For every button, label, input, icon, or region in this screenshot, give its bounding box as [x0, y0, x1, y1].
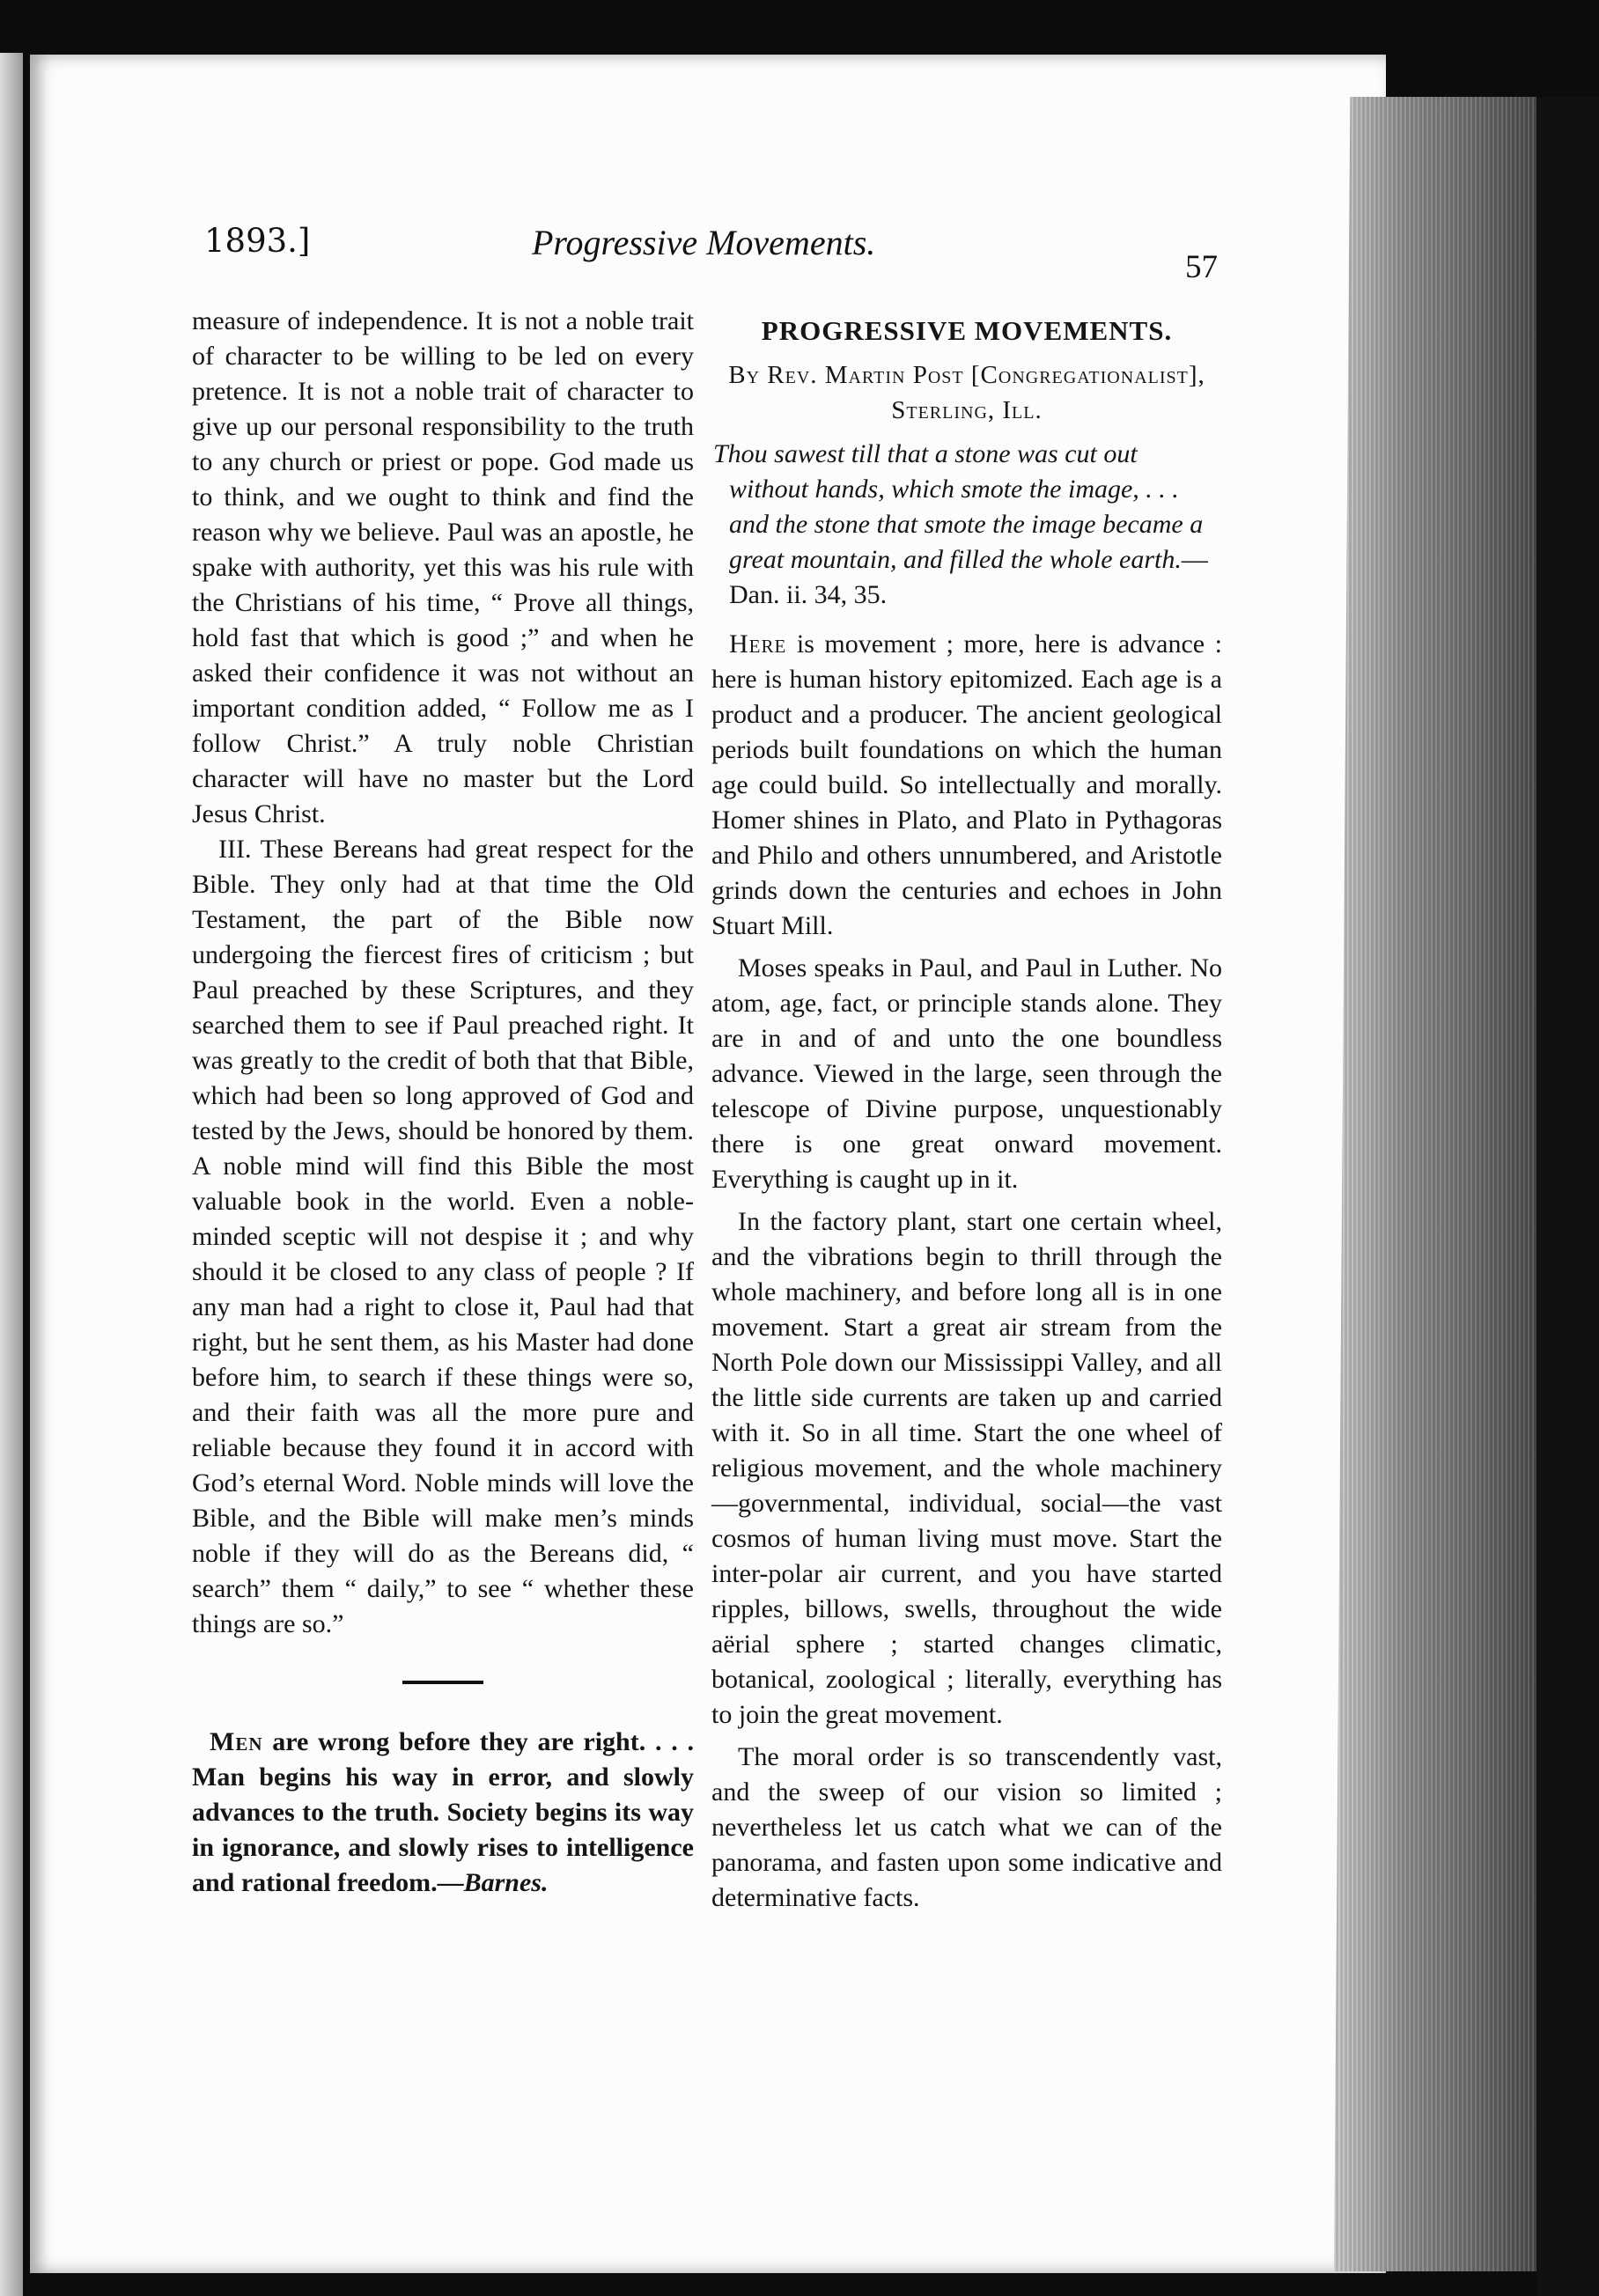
epigraph [711, 437, 1222, 613]
quote-lead-word: Men [210, 1727, 263, 1756]
quote-attribution: Barnes. [463, 1868, 549, 1897]
right-column [711, 313, 1222, 1916]
epigraph-text: Thou sawest till that a stone was cut out without hands, which smote the image, . . . and the stone that smote the image became a great mountain, and filled the whole earth. [713, 439, 1204, 574]
left-paragraph-2: III. These Bereans had great respect for the Bible. They only had at that time the Old Testament, the part of the Bible now undergoing the fiercest fires of criticism ; but Paul preached by these Scriptures, and they searched them to see if Paul preached right. It was greatly to the credit of both that that Bible, which had been so long approved of God and tested by the Jews, should be honored by them. A noble mind will find this Bible the most valuable book in the world. Even a noble-minded sceptic will not despise it ; and why should it be closed to any class of people ? If any man had a right to close it, Paul had that right, but he sent them, as his Master had done before him, to search if these things were so, and their faith was all the more pure and reliable because they found it in accord with God’s eternal Word. Noble minds will love the Bible, and the Bible will make men’s minds noble if they will do as the Bereans did, “ search” them “ daily,” to see “ whether these things are so.” [192, 835, 694, 1638]
book-page-edges [1334, 97, 1536, 2271]
right-paragraph-1 [711, 627, 1222, 944]
section-divider [402, 1681, 483, 1684]
quote-text: are wrong before they are right. . . . Man begins his way in error, and slowly advances to the truth. Society begins its way in ignorance, and slowly rises to intelligence and rational freedom.— [192, 1727, 694, 1897]
epigraph-reference: —Dan. ii. 34, 35. [729, 545, 1208, 609]
first-word: Here [729, 629, 787, 659]
right-paragraph-2: Moses speaks in Paul, and Paul in Luther. No atom, age, fact, or principle stands alone. They are in and of and unto the one boundless advance. Viewed in the large, seen through the telescope of Divine purpose, unquestionably there is one great onward movement. Everything is caught up in it. [711, 953, 1222, 1194]
previous-page-edge [0, 53, 23, 2296]
article-title: PROGRESSIVE MOVEMENTS. [761, 315, 1173, 346]
book-cover-shadow [1536, 97, 1599, 2296]
right-paragraph-3: In the factory plant, start one certain wheel, and the vibrations begin to thrill through the whole machinery, and before long all is in one movement. Start a great air stream from the North Pole down our Mississippi Valley, and all the little side currents are taken up and carried with it. So in all time. Start the one wheel of religious movement, and the whole machinery—governmental, individual, social—the vast cosmos of human living must move. Start the inter-polar air current, and you have started ripples, billows, swells, throughout the wide aërial sphere ; started changes climatic, botanical, zoological ; literally, everything has to join the great movement. [711, 1207, 1222, 1729]
article-byline: By Rev. Martin Post [Congregationalist], Sterling, Ill. [728, 361, 1205, 424]
page-number: 57 [1185, 249, 1218, 285]
right-paragraph-4: The moral order is so transcendently vast, and the sweep of our vision so limited ; nevertheless let us catch what we can of the panorama, and fasten upon some indicative and determinative facts. [711, 1742, 1222, 1912]
running-head-year: 1893.] [204, 222, 311, 260]
left-paragraph-1: measure of independence. It is not a noble trait of character to be willing to be led on every pretence. It is not a noble trait of character to give up our personal responsibility to the truth to any church or priest or pope. God made us to think, and we ought to think and find the reason why we believe. Paul was an apostle, he spake with authority, yet this was his rule with the Christians of his time, “ Prove all things, hold fast that which is good ;” and when he asked their confidence it was not without an important condition added, “ Follow me as I follow Christ.” A truly noble Christian character will have no master but the Lord Jesus Christ. [192, 306, 694, 828]
barnes-quote [192, 1725, 694, 1901]
left-column [192, 304, 694, 1901]
right-paragraph-1-text: is movement ; more, here is advance : here is human history epitomized. Each age is a product and a producer. The ancient geological periods built foundations on which the human age could build. So intellectually and morally. Homer shines in Plato, and Plato in Pythagoras and Philo and others unnumbered, and Aristotle grinds down the centuries and echoes in John Stuart Mill. [711, 629, 1222, 940]
running-head-title: Progressive Movements. [532, 223, 876, 262]
